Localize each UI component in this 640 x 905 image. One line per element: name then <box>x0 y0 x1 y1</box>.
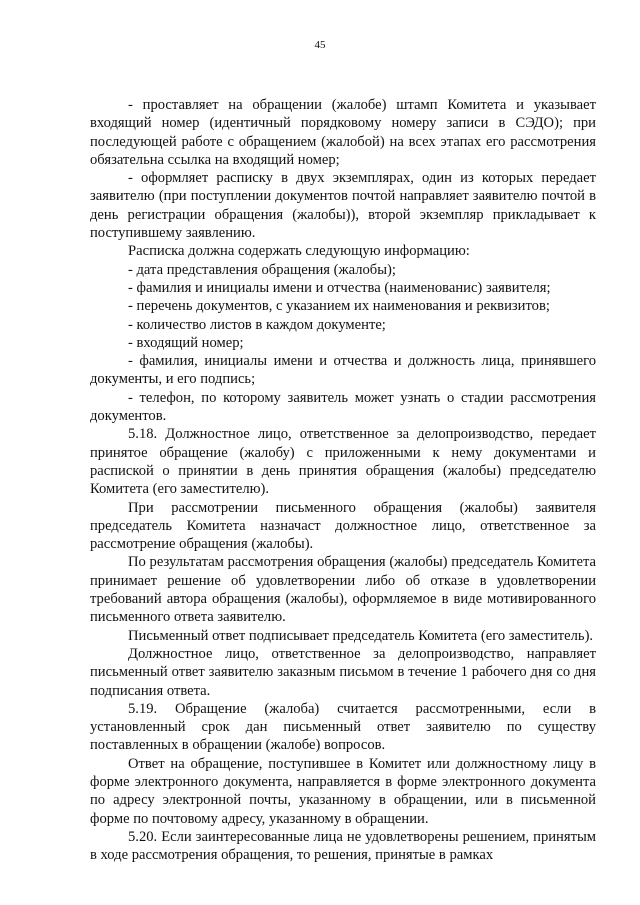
document-body <box>90 96 596 864</box>
list-item-submission-date: - дата представления обращения (жалобы); <box>128 261 396 278</box>
page-number: 45 <box>314 39 326 51</box>
paragraph-send-response: Должностное лицо, ответственное за делопроизводство, направляет письменный ответ заявителю заказным письмом в течение 1 рабочего дня со дня подписания ответа. <box>90 645 596 699</box>
list-item-document-list: - перечень документов, с указанием их наименования и реквизитов; <box>128 298 550 315</box>
paragraph-section-5-20: 5.20. Если заинтересованные лица не удовлетворены решением, принятым в ходе рассмотрения обращения, то решения, принятые в рамках <box>90 828 596 864</box>
paragraph-decision: По результатам рассмотрения обращения (жалобы) председатель Комитета принимает решение об удовлетворении либо об отказе в удовлетворении требований автора обращения (жалобы), оформляемое в виде мотивированного письменного ответа заявителю. <box>90 554 596 626</box>
paragraph-electronic-response: Ответ на обращение, поступившее в Комитет или должностному лицу в форме электронного документа, направляется в форме электронного документа по адресу электронной почты, указанному в обращении, или в письменной форме по почтовому адресу, указанному в обращении. <box>90 755 596 827</box>
list-item-receiver-details: - фамилия, инициалы имени и отчества и должность лица, принявшего документы, и его подпись; <box>90 353 596 388</box>
paragraph-stamp-registration: - проставляет на обращении (жалобе) штамп Комитета и указывает входящий номер (идентичный порядковому номеру записи в СЭДО); при последующей работе с обращением (жалобой) на всех этапах его рассмотрения обязательна ссылка на входящий номер; <box>90 97 596 168</box>
paragraph-signature: Письменный ответ подписывает председатель Комитета (его заместитель). <box>128 627 594 644</box>
paragraph-section-5-18: 5.18. Должностное лицо, ответственное за делопроизводство, передает принятое обращение (жалобу) с приложенными к нему документами и распиской о принятии в день принятия обращения (жалобы) председателю Комитета (его заместителю). <box>90 426 596 498</box>
paragraph-receipt-contents-intro: Расписка должна содержать следующую информацию: <box>128 243 470 260</box>
list-item-sheet-count: - количество листов в каждом документе; <box>128 316 386 333</box>
paragraph-section-5-19: 5.19. Обращение (жалоба) считается рассмотренными, если в установленный срок дан письменный ответ заявителю по существу поставленных в обращении (жалобе) вопросов. <box>90 700 596 754</box>
paragraph-receipt-issuance: - оформляет расписку в двух экземплярах, один из которых передает заявителю (при поступлении документов почтой направляет заявителю почтой в день регистрации обращения (жалобы)), второй экземпляр прикладывает к поступившему заявлению. <box>90 170 596 242</box>
list-item-incoming-number: - входящий номер; <box>128 334 244 351</box>
list-item-applicant-name: - фамилия и инициалы имени и отчества (наименованис) заявителя; <box>128 279 551 296</box>
list-item-phone: - телефон, по которому заявитель может узнать о стадии рассмотрения документов. <box>90 389 596 425</box>
paragraph-appoint-official: При рассмотрении письменного обращения (жалобы) заявителя председатель Комитета назначаст должностное лицо, ответственное за рассмотрение обращения (жалобы). <box>90 499 596 553</box>
